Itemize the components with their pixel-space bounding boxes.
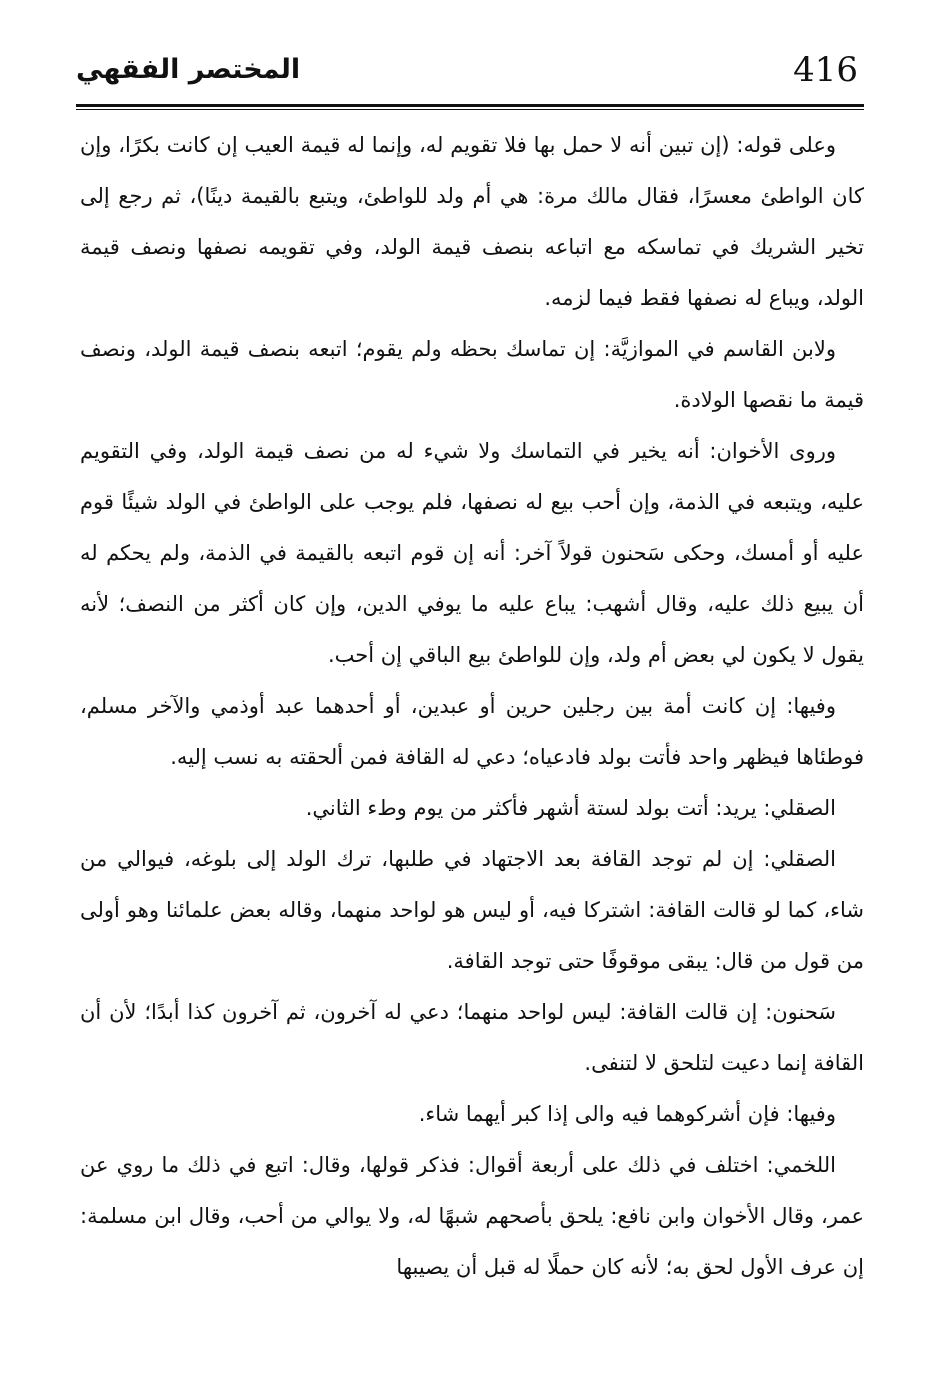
page-number: 416 xyxy=(793,50,858,90)
paragraph: الصقلي: إن لم توجد القافة بعد الاجتهاد في طلبها، ترك الولد إلى بلوغه، فيوالي من شاء، كما لو قالت القافة: اشتركا فيه، أو ليس هو لواحد منهما، وقاله بعض علمائنا وهو أولى من قول من قال: يبقى موقوفًا حتى توجد القافة. xyxy=(80,847,864,973)
paragraph: اللخمي: اختلف في ذلك على أربعة أقوال: فذكر قولها، وقال: اتبع في ذلك ما روي عن عمر، وقال الأخوان وابن نافع: يلحق بأصحهم شبهًا له، ولا يوالي من أحب، وقال ابن مسلمة: إن عرف الأول لحق به؛ لأنه كان حملًا له قبل أن يصيبها xyxy=(80,1153,864,1279)
page-header xyxy=(76,42,864,98)
paragraph: ولابن القاسم في الموازيَّة: إن تماسك بحظه ولم يقوم؛ اتبعه بنصف قيمة الولد، ونصف قيمة ما نقصها الولادة. xyxy=(80,337,864,412)
paragraph: وفيها: فإن أشركوهما فيه والى إذا كبر أيهما شاء. xyxy=(418,1102,836,1126)
paragraph: وروى الأخوان: أنه يخير في التماسك ولا شيء له من نصف قيمة الولد، وفي التقويم عليه، ويتبعه في الذمة، وإن أحب بيع له نصفها، فلم يوجب على الواطئ في الولد شيئًا قوم عليه أو أمسك، وحكى سَحنون قولاً آخر: أنه إن قوم اتبعه بالقيمة في الذمة، ولم يحكم له أن يبيع ذلك عليه، وقال أشهب: يباع عليه ما يوفي الدين، وإن كان أكثر من النصف؛ لأنه يقول لا يكون لي بعض أم ولد، وإن للواطئ بيع الباقي إن أحب. xyxy=(80,439,864,667)
header-divider xyxy=(76,104,864,110)
paragraph: سَحنون: إن قالت القافة: ليس لواحد منهما؛ دعي له آخرون، ثم آخرون كذا أبدًا؛ لأن أن القافة إنما دعيت لتلحق لا لتنفى. xyxy=(80,1000,864,1075)
paragraph: الصقلي: يريد: أتت بولد لستة أشهر فأكثر من يوم وطء الثاني. xyxy=(305,796,836,820)
paragraph: وعلى قوله: (إن تبين أنه لا حمل بها فلا تقويم له، وإنما له قيمة العيب إن كانت بكرًا، وإن كان الواطئ معسرًا، فقال مالك مرة: هي أم ولد للواطئ، ويتبع بالقيمة دينًا)، ثم رجع إلى تخير الشريك في تماسكه مع اتباعه بنصف قيمة الولد، وفي تقويمه نصفها ونصف قيمة الولد، ويباع له نصفها فقط فيما لزمه. xyxy=(80,133,864,310)
book-title: المختصر الفقهي xyxy=(76,54,301,85)
page-body xyxy=(80,120,864,1380)
paragraph: وفيها: إن كانت أمة بين رجلين حرين أو عبدين، أو أحدهما عبد أوذمي والآخر مسلم، فوطئاها فيظهر واحد فأتت بولد فادعياه؛ دعي له القافة فمن ألحقته به نسب إليه. xyxy=(80,694,864,769)
